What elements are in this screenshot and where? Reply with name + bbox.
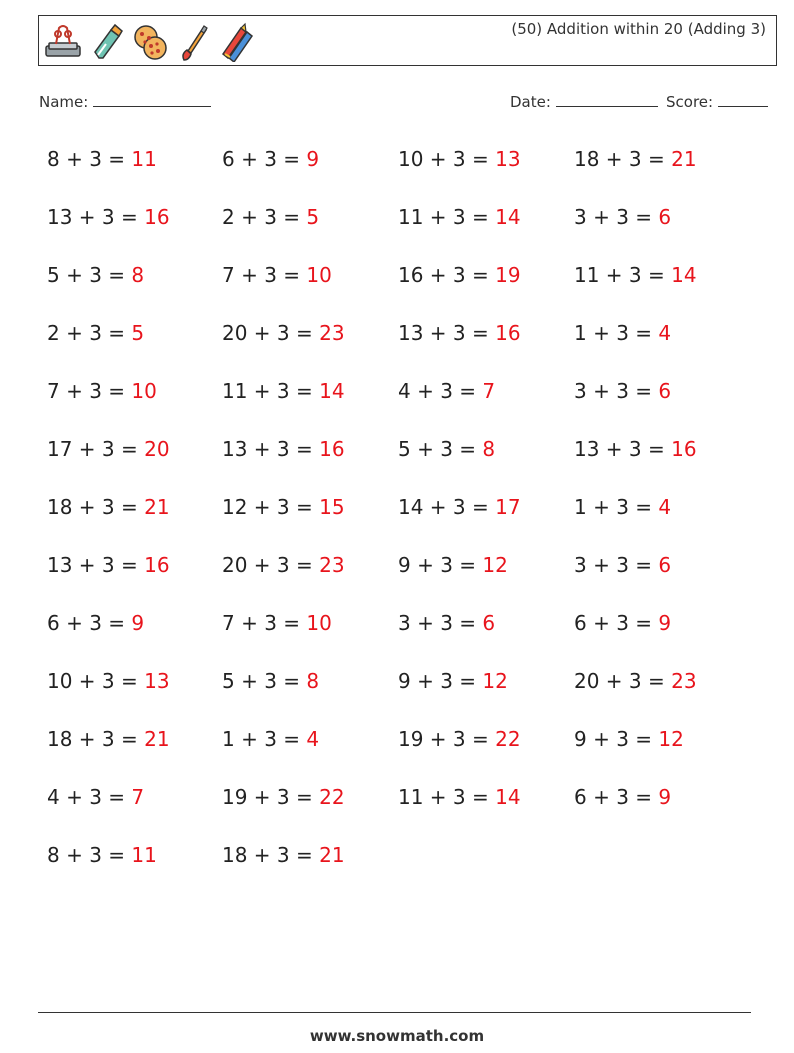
problem-question: 20 + 3 =: [222, 553, 313, 577]
problem-question: 20 + 3 =: [222, 321, 313, 345]
problem-question: 13 + 3 =: [47, 553, 138, 577]
problem-answer: 12: [658, 727, 684, 751]
problem-item: [574, 321, 671, 345]
problem-item: [222, 379, 345, 403]
worksheet-header: [38, 15, 777, 66]
name-line: [93, 92, 211, 107]
problem-question: 5 + 3 =: [398, 437, 477, 461]
problem-question: 7 + 3 =: [222, 611, 301, 635]
problem-item: [574, 611, 671, 635]
problem-question: 5 + 3 =: [222, 669, 301, 693]
problem-item: [398, 205, 521, 229]
problem-question: 6 + 3 =: [574, 611, 653, 635]
problem-item: [47, 147, 157, 171]
problem-answer: 4: [658, 321, 672, 345]
problem-item: [222, 843, 345, 867]
problem-answer: 6: [482, 611, 496, 635]
problem-question: 4 + 3 =: [47, 785, 126, 809]
problem-item: [222, 495, 345, 519]
problem-item: [222, 785, 345, 809]
problem-answer: 5: [131, 321, 145, 345]
problem-question: 3 + 3 =: [574, 205, 653, 229]
problem-question: 13 + 3 =: [222, 437, 313, 461]
problem-answer: 6: [658, 205, 672, 229]
problem-item: [398, 669, 508, 693]
worksheet-title: (50) Addition within 20 (Adding 3): [511, 20, 766, 38]
problem-answer: 15: [319, 495, 345, 519]
footer-site: www.snowmath.com: [309, 1027, 485, 1045]
problem-answer: 9: [131, 611, 145, 635]
problem-item: [398, 321, 521, 345]
problem-item: [222, 205, 319, 229]
problem-question: 8 + 3 =: [47, 147, 126, 171]
problem-answer: 8: [131, 263, 145, 287]
problem-item: [47, 843, 157, 867]
problem-item: [398, 379, 495, 403]
problem-answer: 10: [306, 263, 332, 287]
problem-answer: 22: [495, 727, 521, 751]
problem-item: [574, 495, 671, 519]
problem-answer: 9: [658, 785, 672, 809]
problem-question: 9 + 3 =: [574, 727, 653, 751]
problem-answer: 20: [144, 437, 170, 461]
footer-divider: [38, 1012, 751, 1013]
problem-question: 12 + 3 =: [222, 495, 313, 519]
problem-item: [574, 437, 697, 461]
cookies-icon: [131, 22, 171, 62]
problem-answer: 14: [671, 263, 697, 287]
problem-question: 10 + 3 =: [47, 669, 138, 693]
problem-question: 6 + 3 =: [222, 147, 301, 171]
problem-item: [47, 669, 170, 693]
problem-answer: 8: [482, 437, 496, 461]
problem-question: 7 + 3 =: [47, 379, 126, 403]
problem-answer: 19: [495, 263, 521, 287]
problem-question: 14 + 3 =: [398, 495, 489, 519]
problem-question: 6 + 3 =: [47, 611, 126, 635]
problem-answer: 5: [306, 205, 320, 229]
problem-question: 3 + 3 =: [574, 379, 653, 403]
date-label: Date:: [510, 93, 551, 111]
binder-clip-icon: [43, 22, 83, 62]
problem-question: 11 + 3 =: [398, 205, 489, 229]
problem-question: 18 + 3 =: [222, 843, 313, 867]
highlighter-icon: [89, 22, 125, 62]
crayons-icon: [217, 22, 257, 62]
problem-question: 19 + 3 =: [398, 727, 489, 751]
problem-item: [398, 727, 521, 751]
problem-item: [222, 611, 332, 635]
name-field: [39, 92, 211, 111]
problem-answer: 23: [319, 321, 345, 345]
problem-question: 13 + 3 =: [398, 321, 489, 345]
problem-answer: 12: [482, 669, 508, 693]
problem-answer: 4: [306, 727, 320, 751]
name-label: Name:: [39, 93, 89, 111]
problem-answer: 12: [482, 553, 508, 577]
problem-item: [574, 669, 697, 693]
problem-answer: 9: [306, 147, 320, 171]
problem-item: [47, 785, 144, 809]
problem-question: 9 + 3 =: [398, 669, 477, 693]
problem-answer: 6: [658, 553, 672, 577]
problem-answer: 14: [495, 205, 521, 229]
problem-question: 4 + 3 =: [398, 379, 477, 403]
problem-question: 10 + 3 =: [398, 147, 489, 171]
problem-question: 11 + 3 =: [398, 785, 489, 809]
problem-item: [47, 379, 157, 403]
problem-question: 7 + 3 =: [222, 263, 301, 287]
problem-answer: 21: [319, 843, 345, 867]
paintbrush-icon: [177, 22, 211, 62]
problem-question: 8 + 3 =: [47, 843, 126, 867]
score-field: [666, 92, 768, 111]
problem-answer: 7: [482, 379, 496, 403]
problem-question: 9 + 3 =: [398, 553, 477, 577]
problem-answer: 16: [671, 437, 697, 461]
problem-item: [398, 553, 508, 577]
problem-item: [398, 147, 521, 171]
problem-answer: 23: [671, 669, 697, 693]
problem-answer: 21: [144, 495, 170, 519]
problem-question: 18 + 3 =: [574, 147, 665, 171]
problem-question: 1 + 3 =: [222, 727, 301, 751]
problem-question: 11 + 3 =: [574, 263, 665, 287]
problem-question: 6 + 3 =: [574, 785, 653, 809]
problem-item: [47, 205, 170, 229]
problem-answer: 21: [671, 147, 697, 171]
score-line: [718, 92, 768, 107]
problem-item: [398, 785, 521, 809]
header-icons: [43, 20, 257, 64]
problem-question: 16 + 3 =: [398, 263, 489, 287]
problem-answer: 17: [495, 495, 521, 519]
problem-answer: 11: [131, 147, 157, 171]
problem-question: 3 + 3 =: [574, 553, 653, 577]
problem-question: 2 + 3 =: [222, 205, 301, 229]
problem-item: [574, 147, 697, 171]
problem-answer: 9: [658, 611, 672, 635]
problem-answer: 11: [131, 843, 157, 867]
problem-answer: 21: [144, 727, 170, 751]
problem-item: [47, 553, 170, 577]
problem-item: [222, 727, 319, 751]
problem-question: 13 + 3 =: [47, 205, 138, 229]
problem-answer: 7: [131, 785, 145, 809]
problem-answer: 14: [319, 379, 345, 403]
problem-question: 17 + 3 =: [47, 437, 138, 461]
problem-item: [47, 263, 144, 287]
problem-item: [47, 437, 170, 461]
date-line: [556, 92, 658, 107]
problem-item: [398, 437, 495, 461]
problem-item: [222, 263, 332, 287]
problem-question: 11 + 3 =: [222, 379, 313, 403]
problem-item: [47, 727, 170, 751]
problem-item: [574, 263, 697, 287]
problem-item: [398, 263, 521, 287]
problem-question: 5 + 3 =: [47, 263, 126, 287]
problem-answer: 14: [495, 785, 521, 809]
problem-question: 1 + 3 =: [574, 321, 653, 345]
problem-question: 2 + 3 =: [47, 321, 126, 345]
problem-answer: 16: [144, 553, 170, 577]
problem-answer: 10: [306, 611, 332, 635]
problem-answer: 16: [319, 437, 345, 461]
problem-item: [574, 205, 671, 229]
problem-answer: 16: [144, 205, 170, 229]
problem-answer: 23: [319, 553, 345, 577]
problem-item: [47, 611, 144, 635]
problem-item: [47, 495, 170, 519]
problem-question: 13 + 3 =: [574, 437, 665, 461]
problem-item: [574, 727, 684, 751]
problem-item: [222, 321, 345, 345]
problem-item: [222, 553, 345, 577]
problem-item: [222, 437, 345, 461]
problem-question: 18 + 3 =: [47, 495, 138, 519]
problem-item: [574, 379, 671, 403]
problem-question: 1 + 3 =: [574, 495, 653, 519]
problem-answer: 10: [131, 379, 157, 403]
problem-item: [222, 669, 319, 693]
problem-item: [574, 553, 671, 577]
problem-answer: 16: [495, 321, 521, 345]
problem-question: 3 + 3 =: [398, 611, 477, 635]
problem-item: [47, 321, 144, 345]
problem-question: 20 + 3 =: [574, 669, 665, 693]
date-field: [510, 92, 658, 111]
problem-answer: 8: [306, 669, 320, 693]
problem-item: [222, 147, 319, 171]
problem-answer: 6: [658, 379, 672, 403]
problem-question: 19 + 3 =: [222, 785, 313, 809]
problem-answer: 22: [319, 785, 345, 809]
problem-question: 18 + 3 =: [47, 727, 138, 751]
problem-answer: 13: [144, 669, 170, 693]
problem-item: [398, 495, 521, 519]
score-label: Score:: [666, 93, 714, 111]
problem-item: [574, 785, 671, 809]
problem-item: [398, 611, 495, 635]
problem-answer: 13: [495, 147, 521, 171]
problem-answer: 4: [658, 495, 672, 519]
